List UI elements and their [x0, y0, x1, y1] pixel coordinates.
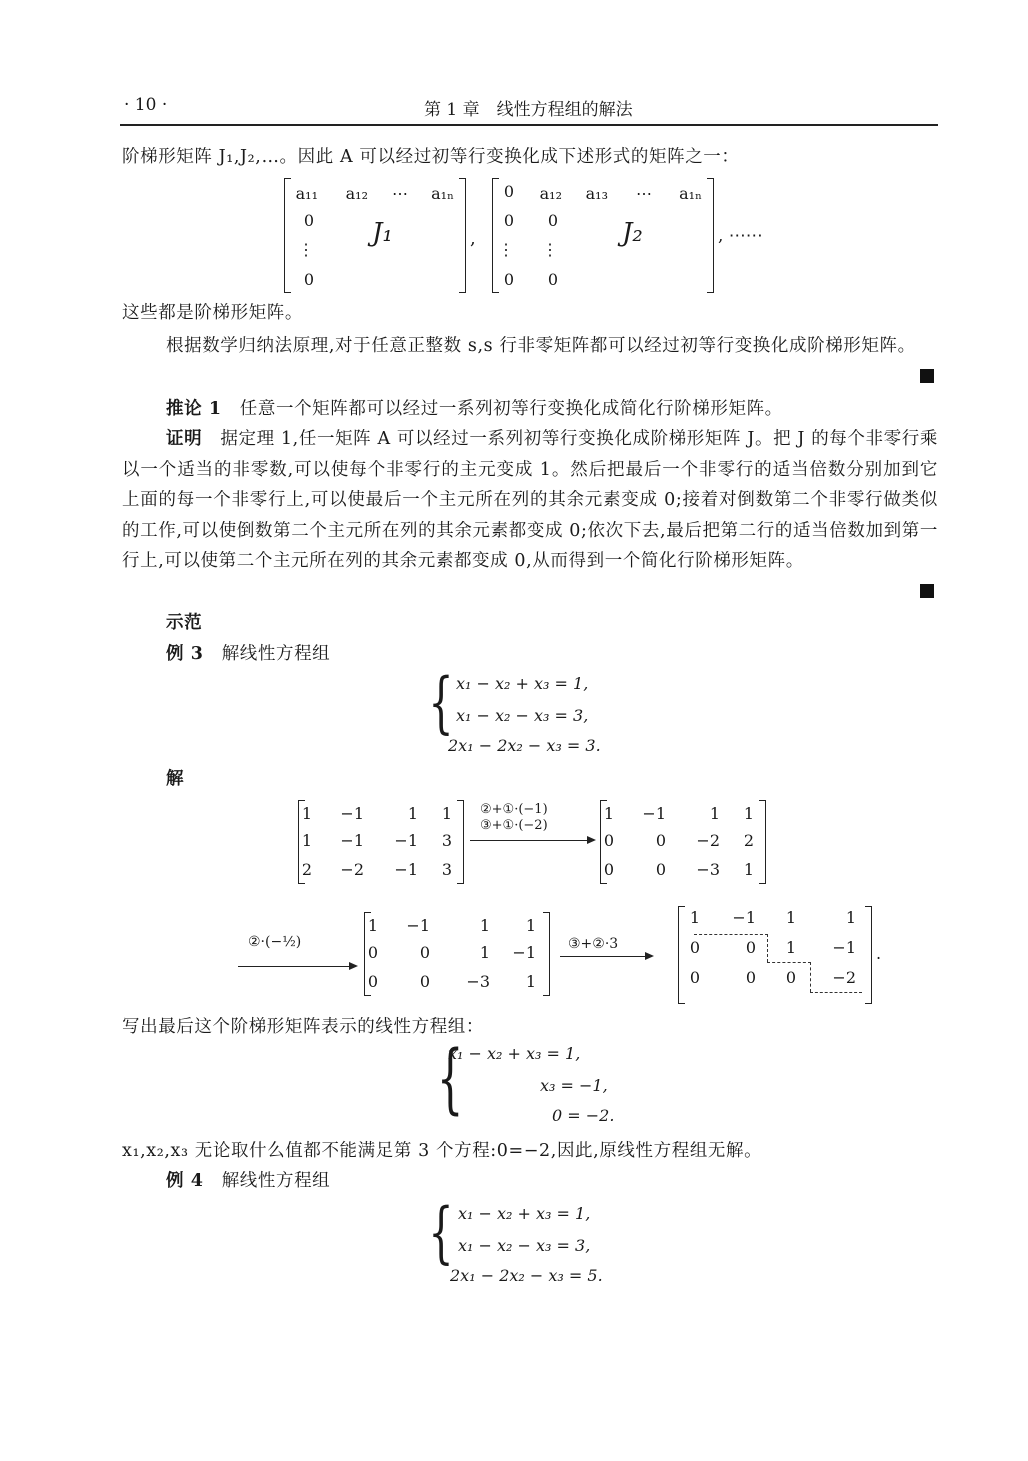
matrix-cell: ⋯: [392, 184, 408, 203]
matrix-cell: −3: [466, 972, 490, 991]
matrix-cell: ⋯: [636, 184, 652, 203]
matrix-cell: 3: [441, 831, 452, 850]
matrix-cell: 0: [745, 938, 756, 957]
matrix-cell: ⋮: [498, 240, 514, 259]
matrix-cell: a₁ₙ: [431, 184, 454, 203]
matrix-cell: 0: [419, 943, 430, 962]
matrix-cell: ⋮: [542, 240, 558, 259]
matrix-cell: 0: [655, 860, 666, 879]
equation: x₁ − x₂ − x₃ = 3,: [458, 1236, 591, 1255]
equation: x₁ − x₂ + x₃ = 1,: [456, 674, 589, 693]
matrix-cell: 0: [503, 182, 514, 201]
augmented-matrix-2: [600, 800, 766, 884]
matrix-cell: −1: [394, 860, 418, 879]
matrix-cell: a₁₂: [345, 184, 368, 203]
matrix-cell: 0: [503, 270, 514, 289]
trailing-ellipsis: , ⋯⋯: [718, 226, 763, 246]
ex3-result-system: [448, 1044, 638, 1134]
matrix-cell: a₁₃: [585, 184, 608, 203]
proof-text: 据定理 1,任一矩阵 A 可以经过一系列初等行变换化成阶梯形矩阵 J。把 J 的每个非零行乘以一个适当的非零数,可以使每个非零行的主元变成 1。然后把最后一个非零行的适当倍数分别加到它上面的每一个非零行上,可以使最后一个主元所在列的其余元素变成 0;接着对倒数第二个非零行做类似的工作,可以使倒数第二个主元所在列的其余元素都变成 0;依次下去,最后把第二行的适当倍数加到第一行上,可以使第二个主元所在列的其余元素都变成 0,从而得到一个简化行阶梯形矩阵。: [122, 429, 939, 571]
matrix-cell: −2: [340, 860, 364, 879]
matrix-cell: 1: [743, 804, 754, 823]
matrix-cell: 0: [303, 211, 314, 230]
matrix-cell: 3: [441, 860, 452, 879]
proof-label: 证明: [166, 429, 203, 449]
matrix-cell: 0: [603, 831, 614, 850]
matrix-cell: 1: [845, 908, 856, 927]
matrix-cell: −3: [696, 860, 720, 879]
matrix-cell: 1: [441, 804, 452, 823]
matrix-cell: −2: [832, 968, 856, 987]
left-brace: {: [436, 1033, 464, 1122]
matrix-cell: −1: [832, 938, 856, 957]
matrix-cell: 1: [479, 943, 490, 962]
matrix-cell: 1: [785, 908, 796, 927]
op-label: ③+②·3: [568, 936, 619, 952]
staircase-line: [767, 962, 811, 963]
matrix-cell: 0: [603, 860, 614, 879]
matrix-cell: 1: [479, 916, 490, 935]
matrix-cell: 0: [547, 270, 558, 289]
corollary-label: 推论 1: [166, 399, 222, 419]
matrix-cell: −1: [642, 804, 666, 823]
equation: x₃ = −1,: [540, 1076, 608, 1095]
separator: ,: [470, 228, 476, 249]
op-label: ③+①·(−2): [480, 818, 548, 833]
matrix-cell: 0: [655, 831, 666, 850]
matrix-cell: 1: [301, 831, 312, 850]
equation: 0 = −2.: [552, 1106, 615, 1125]
matrix-cell: 2: [301, 860, 312, 879]
matrix-cell: 0: [745, 968, 756, 987]
matrix-cell: 1: [301, 804, 312, 823]
augmented-matrix-3: [364, 912, 550, 996]
transform-arrow: [238, 966, 356, 967]
equation: x₁ − x₂ + x₃ = 1,: [448, 1044, 581, 1063]
chapter-title: 第 1 章 线性方程组的解法: [424, 100, 633, 120]
example-3-label: 例 3: [166, 644, 204, 664]
form-matrix-2: [492, 178, 714, 293]
qed-mark: [920, 584, 934, 598]
corollary: [122, 394, 938, 425]
matrix-cell: 1: [785, 938, 796, 957]
op-label: ②+①·(−1): [480, 802, 548, 817]
equation: x₁ − x₂ − x₃ = 3,: [456, 706, 589, 725]
matrix-cell: 0: [785, 968, 796, 987]
paragraph-write-system: 写出最后这个阶梯形矩阵表示的线性方程组：: [122, 1017, 484, 1037]
matrix-cell: 0: [689, 968, 700, 987]
matrix-cell: 1: [603, 804, 614, 823]
equation: 2x₁ − 2x₂ − x₃ = 3.: [448, 736, 601, 755]
equation: 2x₁ − 2x₂ − x₃ = 5.: [450, 1266, 603, 1285]
matrix-cell: ⋮: [298, 240, 314, 259]
example-4-text: 解线性方程组: [221, 1171, 331, 1191]
matrix-cell: −1: [512, 943, 536, 962]
left-brace: {: [428, 1194, 454, 1271]
transform-arrow: [470, 840, 594, 841]
paragraph-induction: 根据数学归纳法原理,对于任意正整数 s,s 行非零矩阵都可以经过初等行变换化成阶梯形矩阵。: [166, 336, 916, 356]
matrix-cell: 2: [743, 831, 754, 850]
op-label: ②·(−½): [248, 934, 302, 950]
staircase-line: [767, 934, 768, 962]
paragraph-intro: 阶梯形矩阵 J₁,J₂,…。因此 A 可以经过初等行变换化成下述形式的矩阵之一：: [122, 147, 740, 167]
solution-label: 解: [166, 769, 185, 789]
corollary-text: 任意一个矩阵都可以经过一系列初等行变换化成简化行阶梯形矩阵。: [239, 399, 783, 419]
matrix-cell: a₁₁: [295, 184, 318, 203]
matrix-cell: 1: [407, 804, 418, 823]
example-4: [122, 1166, 938, 1197]
block-j2: J₂: [622, 218, 643, 248]
matrix-cell: −1: [732, 908, 756, 927]
left-brace: {: [428, 664, 454, 741]
matrix-cell: 0: [503, 211, 514, 230]
staircase-line: [810, 992, 862, 993]
staircase-line: [694, 934, 768, 935]
matrix-cell: 0: [367, 943, 378, 962]
matrix-cell: 1: [743, 860, 754, 879]
page-number: · 10 ·: [124, 95, 168, 115]
proof: [122, 424, 938, 577]
matrix-cell: 0: [367, 972, 378, 991]
end-mark: .: [876, 944, 882, 963]
matrix-cell: 1: [689, 908, 700, 927]
matrix-cell: 0: [419, 972, 430, 991]
matrix-cell: −1: [406, 916, 430, 935]
staircase-line: [810, 962, 811, 992]
paragraph-conclusion: x₁,x₂,x₃ 无论取什么值都不能满足第 3 个方程:0=−2,因此,原线性方程组无解。: [122, 1141, 763, 1161]
paragraph-echelon: 这些都是阶梯形矩阵。: [122, 303, 303, 323]
matrix-cell: −1: [340, 804, 364, 823]
transform-arrow: [560, 956, 652, 957]
example-3: [122, 639, 938, 670]
matrix-cell: 1: [709, 804, 720, 823]
matrix-cell: a₁ₙ: [679, 184, 702, 203]
form-matrix-1: [284, 178, 466, 293]
example-3-text: 解线性方程组: [221, 644, 331, 664]
matrix-cell: 0: [547, 211, 558, 230]
matrix-cell: −2: [696, 831, 720, 850]
matrix-cell: 1: [525, 972, 536, 991]
matrix-cell: 0: [689, 938, 700, 957]
augmented-matrix-1: [298, 800, 464, 884]
matrix-cell: 1: [525, 916, 536, 935]
example-4-label: 例 4: [166, 1171, 204, 1191]
demo-heading: 示范: [166, 613, 203, 633]
matrix-cell: −1: [340, 831, 364, 850]
qed-mark: [920, 369, 934, 383]
block-j1: J₁: [372, 218, 393, 248]
matrix-cell: 0: [303, 270, 314, 289]
matrix-cell: −1: [394, 831, 418, 850]
matrix-cell: a₁₂: [539, 184, 562, 203]
matrix-cell: 1: [367, 916, 378, 935]
equation: x₁ − x₂ + x₃ = 1,: [458, 1204, 591, 1223]
augmented-matrix-4: [678, 906, 872, 1004]
header-rule: [120, 124, 938, 126]
